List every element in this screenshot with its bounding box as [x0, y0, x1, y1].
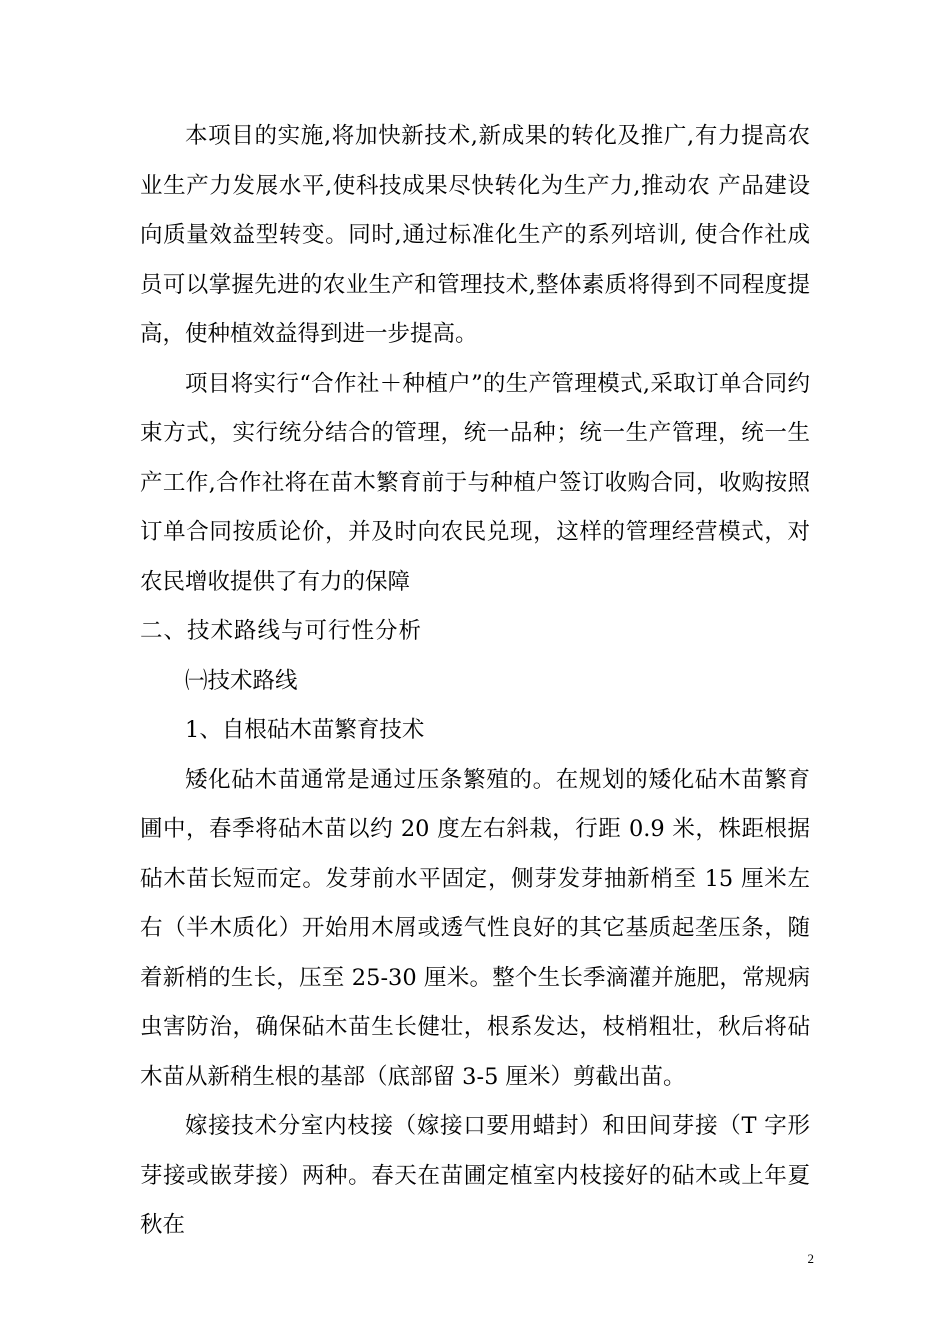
paragraph-project-implementation: 本项目的实施,将加快新技术,新成果的转化及推广,有力提高农业生产力发展水平,使科技成果尽快转化为生产力,推动农 产品建设向质量效益型转变。同时,通过标准化生产的系列培训, 使合作社成员可以掌握先进的农业生产和管理技术,整体素质将得到不同程度提高，使种植效益得到进一步提高。	[140, 123, 810, 347]
subsection-heading: ㈠技术路线	[185, 667, 298, 694]
paragraph-management-model: 项目将实行“合作社＋种植户”的生产管理模式,采取订单合同约束方式，实行统分结合的管理，统一品种；统一生产管理，统一生产工作,合作社将在苗木繁育前于与种植户签订收购合同，收购按照订单合同按质论价，并及时向农民兑现，这样的管理经营模式，对农民增收提供了有力的保障	[140, 370, 810, 595]
paragraph-grafting-technique: 嫁接技术分室内枝接（嫁接口要用蜡封）和田间芽接（T 字形芽接或嵌芽接）两种。春天在苗圃定植室内枝接好的砧木或上年夏秋在	[140, 1113, 810, 1238]
document-body	[140, 112, 810, 1251]
section-heading: 二、技术路线与可行性分析	[140, 618, 423, 644]
paragraph-rootstock-propagation: 矮化砧木苗通常是通过压条繁殖的。在规划的矮化砧木苗繁育圃中，春季将砧木苗以约 20 度左右斜栽，行距 0.9 米，株距根据砧木苗长短而定。发芽前水平固定，侧芽发芽抽新梢至 15 厘米左右（半木质化）开始用木屑或透气性良好的其它基质起垄压条，随着新梢的生长，压至 25-30 厘米。整个生长季滴灌并施肥，常规病虫害防治，确保砧木苗生长健壮，根系发达，枝梢粗壮，秋后将砧木苗从新稍生根的基部（底部留 3-5 厘米）剪截出苗。	[140, 766, 810, 1090]
item-heading: 1、自根砧木苗繁育技术	[185, 717, 425, 743]
page-number: 2	[807, 1251, 814, 1266]
